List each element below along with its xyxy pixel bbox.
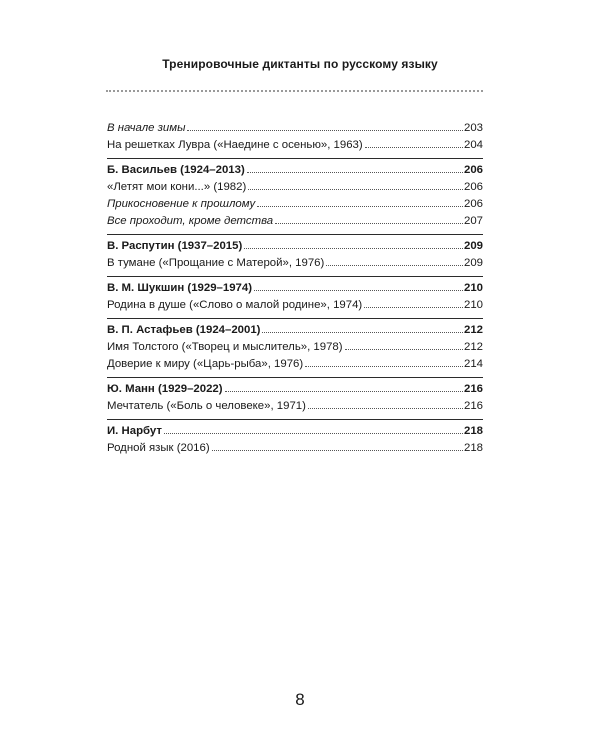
toc-leader-dots [248,189,463,190]
toc-page-number: 204 [463,139,483,151]
toc-entry-title: Прикосновение к прошлому [107,198,256,210]
toc-entry-row[interactable] [107,297,483,314]
toc-leader-dots [275,223,463,224]
toc-entry-row[interactable] [107,255,483,272]
toc-page-number: 214 [463,358,483,370]
toc-author-name: И. Нарбут [107,425,162,437]
toc-page-number: 209 [463,240,483,252]
toc-entry-row[interactable] [107,339,483,356]
toc-page-number: 216 [463,383,483,395]
toc-author-name: Б. Васильев (1924–2013) [107,164,245,176]
toc-author-row[interactable] [107,162,483,179]
toc-author-row[interactable] [107,423,483,440]
toc-leader-dots [326,265,463,266]
toc-page-number: 218 [463,425,483,437]
toc-page-number: 209 [463,257,483,269]
toc-entry-row[interactable] [107,196,483,213]
toc-page-number: 206 [463,198,483,210]
toc-author-name: В. П. Астафьев (1924–2001) [107,324,261,336]
toc-leader-dots [225,391,463,392]
toc-section [107,234,483,272]
toc-entry-title: Имя Толстого («Творец и мыслитель», 1978) [107,341,343,353]
header-dotted-rule [106,90,483,92]
page-number: 8 [295,690,305,709]
toc-entry-row[interactable] [107,137,483,154]
toc-page-number: 210 [463,299,483,311]
toc-entry-row[interactable] [107,440,483,457]
toc-leader-dots [365,147,463,148]
toc-leader-dots [308,408,463,409]
toc-entry-title: Доверие к миру («Царь-рыба», 1976) [107,358,304,370]
toc-author-name: Ю. Манн (1929–2022) [107,383,223,395]
toc-page-number: 206 [463,181,483,193]
toc-author-row[interactable] [107,381,483,398]
toc-page-number: 218 [463,442,483,454]
toc-leader-dots [212,450,463,451]
toc-leader-dots [254,290,463,291]
toc-entry-title: В начале зимы [107,122,186,134]
toc-page-number: 207 [463,215,483,227]
toc-entry-title: Мечтатель («Боль о человеке», 1971) [107,400,306,412]
toc-section [107,120,483,154]
toc-leader-dots [247,172,463,173]
toc-section [107,158,483,230]
toc-section [107,276,483,314]
toc-author-row[interactable] [107,280,483,297]
toc-leader-dots [164,433,463,434]
toc-entry-title: Все проходит, кроме детства [107,215,274,227]
running-header: Тренировочные диктанты по русскому языку [162,57,438,71]
toc-entry-row[interactable] [107,179,483,196]
toc-leader-dots [262,332,463,333]
toc-section [107,318,483,373]
toc-page-number: 212 [463,341,483,353]
toc-section [107,419,483,457]
toc-author-name: В. Распутин (1937–2015) [107,240,243,252]
toc-author-row[interactable] [107,238,483,255]
toc-entry-title: На решетках Лувра («Наедине с осенью», 1963) [107,139,363,151]
toc-leader-dots [364,307,463,308]
toc-entry-title: В тумане («Прощание с Матерой», 1976) [107,257,325,269]
table-of-contents [107,120,483,457]
toc-leader-dots [305,366,463,367]
toc-leader-dots [244,248,463,249]
toc-entry-title: «Летят мои кони...» (1982) [107,181,247,193]
toc-author-row[interactable] [107,322,483,339]
toc-page-number: 203 [463,122,483,134]
toc-page-number: 216 [463,400,483,412]
toc-leader-dots [187,130,463,131]
toc-entry-row[interactable] [107,398,483,415]
toc-page-number: 206 [463,164,483,176]
toc-leader-dots [345,349,463,350]
toc-author-name: В. М. Шукшин (1929–1974) [107,282,252,294]
toc-entry-row[interactable] [107,213,483,230]
toc-entry-title: Родной язык (2016) [107,442,210,454]
toc-leader-dots [257,206,463,207]
toc-entry-row[interactable] [107,120,483,137]
toc-section [107,377,483,415]
toc-entry-row[interactable] [107,356,483,373]
toc-page-number: 210 [463,282,483,294]
toc-entry-title: Родина в душе («Слово о малой родине», 1974) [107,299,363,311]
toc-page-number: 212 [463,324,483,336]
